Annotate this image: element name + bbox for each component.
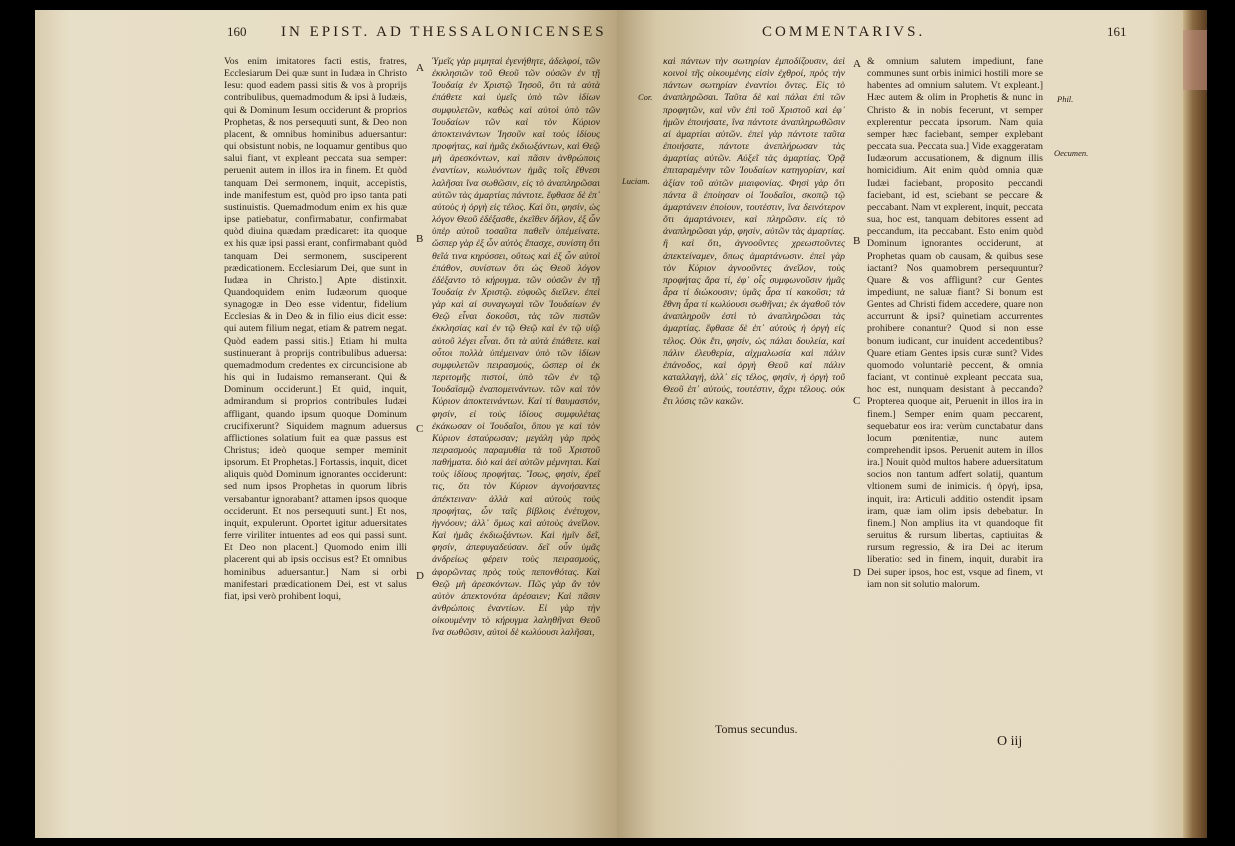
right-marker-c: C bbox=[853, 395, 861, 407]
left-marker-b: B bbox=[416, 233, 424, 245]
left-latin-column bbox=[224, 56, 407, 816]
left-marker-a: A bbox=[416, 62, 424, 74]
margin-note-oecumen: Oecumen. bbox=[1054, 148, 1089, 158]
left-page bbox=[35, 10, 617, 838]
right-latin-column bbox=[867, 56, 1043, 816]
footer-volume: Tomus secundus. bbox=[715, 722, 798, 736]
left-greek-column bbox=[432, 56, 600, 816]
running-head-left: IN EPIST. AD THESSALONICENSES bbox=[281, 24, 607, 40]
page-number-left: 160 bbox=[227, 24, 247, 39]
margin-note-phil: Phil. bbox=[1057, 94, 1074, 104]
book-edge bbox=[1183, 10, 1207, 838]
left-greek-text: Ὑμεῖς γὰρ μιμηταὶ ἐγενήθητε, ἀδελφοί, τῶν ἐκκλησιῶν τοῦ Θεοῦ τῶν οὐσῶν ἐν τῇ Ἰουδαίᾳ ἐν Χριστῷ Ἰησοῦ, ὅτι τὰ αὐτὰ ἐπάθετε καὶ ὑμεῖς ὑπὸ τῶν ἰδίων συμφυλετῶν, καθὼς καὶ αὐτοὶ ὑπὸ τῶν Ἰουδαίων τῶν καὶ τὸν Κύριον ἀποκτεινάντων Ἰησοῦν καὶ τοὺς ἰδίους προφήτας, καὶ ἡμᾶς ἐκδιωξάντων, καὶ Θεῷ μὴ ἀρεσκόντων, καὶ πᾶσιν ἀνθρώποις ἐναντίων, κωλυόντων ἡμᾶς τοῖς ἔθνεσι λαλῆσαι ἵνα σωθῶσιν, εἰς τὸ ἀναπληρῶσαι αὐτῶν τὰς ἁμαρτίας πάντοτε. ἔφθασε δὲ ἐπ᾽ αὐτοὺς ἡ ὀργὴ εἰς τέλος. Καὶ ὅτι, φησίν, ὡς λόγον Θεοῦ ἐδέξασθε, ἐκεῖθεν δῆλον, ἐξ ὧν ὑπὲρ αὐτοῦ τοσαῦτα παθεῖν ὑπέμείνατε. ὥσπερ γὰρ ἐξ ὧν αὐτὸς ἔπασχε, συνίστη ὅτι θεῖά τινα κηρύσσει, οὕτως καὶ ἐξ ὧν αὐτοὶ ἐπάθον, συνίστων ὅτι ὡς Θεοῦ λόγον ἐδέξαντο τὸ κήρυγμα. τῶν οὐσῶν ἐν τῇ Ἰουδαίᾳ ἐν Χριστῷ. εὐφυῶς διεῖλεν. ἐπεὶ γὰρ καὶ αἱ συναγωγαὶ τῶν Ἰουδαίων ἐν Θεῷ εἶναι δοκοῦσι, τὰς τῶν πιστῶν ἐκκλησίας καὶ ἐν τῷ Θεῷ καὶ ἐν τῷ υἱῷ αὐτοῦ λέγει εἶναι. ὅτι τὰ αὐτὰ ἐπάθετε. καὶ οὗτοι πολλὰ ὑπέμειναν ὑπὸ τῶν ἰδίων συμφυλετῶν πειρασμούς, ὥσπερ οἱ ἐκ περιτομῆς πιστοί, ὑπὸ τῶν ἐν τῷ Ἰουδαϊσμῷ ἐναπομεινάντων. τῶν καὶ τὸν Κύριον ἀποκτεινάντων. Καὶ τί θαυμαστόν, φησίν, εἰ τοὺς ἰδίους συμφυλέτας ἐκάκωσαν οἱ Ἰουδαῖοι, ὅπου γε καὶ τὸν Κύριον ἐσταύρωσαν; μεγάλη γὰρ πρὸς πειρασμοὺς παραμυθία τὰ τοῦ Χριστοῦ παθήματα. διὸ καὶ ἀεὶ αὐτῶν μέμνηται. Καὶ τοὺς ἰδίους προφήτας. Ἴσως, φησίν, ἐρεῖ τις, ὅτι τὸν Κύριον ἀγνοήσαντες ἀπέκτειναν· ἀλλὰ καὶ αὐτοὺς τοὺς προφήτας, ὧν ταῖς βίβλοις ἐνέτυχον, ἠγνόουν; ἀλλ᾽ ὅμως καὶ αὐτοὺς ἀνεῖλον. Καὶ ἡμᾶς ἐκδιωξάντων. Καὶ ἡμῖν δεῖ, φησίν, ἀπεφυγαδεύσαν. δεῖ οὖν ὑμᾶς ἀνδρείως φέρειν τοὺς πειρασμούς, ἀφορῶντας πρὸς τοὺς πεπονθότας. Καὶ Θεῷ μὴ ἀρεσκόντων. Πῶς γὰρ ἂν τὸν αὐτὸν ἀπεκτονότα ἀρέσαιεν; Καὶ πᾶσιν ἀνθρώποις ἐναντίων. Εἰ γὰρ τὴν οἰκουμένην τὸ κήρυγμα λαληθῆναι Θεοῦ ἵνα σωθῶσιν, αὐτοὶ δὲ κωλύουσι λαλῆσαι, bbox=[432, 56, 600, 639]
footer-signature: O iij bbox=[997, 734, 1023, 749]
right-greek-text: καὶ πάντων τὴν σωτηρίαν ἐμποδίζουσιν, ἀεὶ κοινοὶ τῆς οἰκουμένης εἰσὶν ἐχθροί, πρὸς τὴν πάντων σωτηρίαν ἐναντίοι ὄντες. Εἰς τὸ ἀναπληρῶσαι. Ταῦτα δὲ καὶ πάλαι ἐπὶ τῶν προφητῶν, καὶ νῦν ἐπὶ τοῦ Χριστοῦ καὶ ἐφ᾽ ἡμῶν ἐποιήσατε, ἵνα πάντοτε ἀναπληρωθῶσιν αἱ ἁμαρτίαι αὐτῶν. ἐπεὶ γὰρ πάντοτε ταῦτα ἐποιήσατε, πάντοτε ἀνεπλήρωσαν τὰς ἁμαρτίας αὐτῶν. Αὐξεῖ τὰς ἁμαρτίας. Ὁρᾷ ἐπιταραμένην τῶν Ἰουδαίων κατηγορίαν, καὶ ἀξίαν τοῦ αὐτῶν μιαιφονίας. Φησὶ γὰρ ὅτι πάντα ἃ ἐποίησαν οἱ Ἰουδαῖοι, σκοπῷ τῷ ἁμαρτάνειν ἐποίουν, τουτέστιν, ἵνα δεινότερον ὅτι ἁμαρτάνοιεν, καὶ πληρῶσιν. εἰς τὸ ἀναπληρῶσαι γάρ, φησίν, αὐτῶν τὰς ἁμαρτίας. ἢ καὶ ὅτι, ἀγνοοῦντες χρεωστοῦντες ἀπεκτείναμεν, ὅπως ἀμαρτάνωσιν. ἐπεὶ γὰρ τὸν Κύριον ἀγνοοῦντες ἀνεῖλον, τοὺς προφήτας ἄρα τί, ἐφ᾽ οἷς συμφωνοῦσιν ἡμᾶς ἆρα τί διώκουσιν; ὑμᾶς ἆρα τί κακοῦσι; τὰ ἔθνη ἆρα τί κωλύουσι σωθῆναι; ἐκ ἀγαθοῦ τὸν ἀναπληροῦν ἐστὶ τὸ ἀναπληρῶσαι τὰς ἁμαρτίας. ἔφθασε δὲ ἐπ᾽ αὐτοὺς ἡ ὀργὴ εἰς τέλος. Οὐκ ἔτι, φησίν, ὡς πάλαι δουλεία, καὶ πάλιν ἐλευθερία, αἰχμαλωσία καὶ πάλιν ἐπάνοδος, καὶ ὀργὴ Θεοῦ καὶ πάλιν καταλλαγή, ἀλλ᾽ εἰς τέλος, φησίν, ἡ ὀργὴ τοῦ Θεοῦ ἐπ᾽ αὐτούς, τουτέστιν, ἄχρι τέλους. οὐκ ἔτι λύσις τῶν κακῶν. bbox=[663, 56, 845, 408]
right-greek-column bbox=[663, 56, 845, 706]
right-marker-d: D bbox=[853, 567, 861, 579]
margin-note-luciam: Luciam. bbox=[622, 176, 650, 186]
right-page bbox=[617, 10, 1183, 838]
right-marker-a: A bbox=[853, 58, 861, 70]
left-latin-text: Vos enim imitatores facti estis, fratres, Ecclesiarum Dei quæ sunt in Iudæa in Christo Iesu: quod eadem passi sitis & vos à proprijs contribulibus, quemadmodum & ipsi à Iudæis, qui & Dominum Iesum occiderunt & proprios Prophetas, & nos persequuti sunt, & Deo non placent, & omnibus hominibus aduersantur: qui obsistunt nobis, ne loquamur gentibus quo salui fiant, vt expleant peccata sua semper: peruenit autem in illos ira in finem. Et quòd tanquam Dei sermonem, inquit, accepistis, inde manifestum est, quòd pro ipso tanta pati sustinuistis. Quemadmodum enim ex his quæ ipse patiebatur, confirmabatur, confirmabat quòd diuina quædam prædicaret: ita quoque ex his quæ ipsi passi erant, confirmabant quòd tanquam Dei sermonem, susciperent prædicationem. Ecclesiarum Dei, que sunt in Iudæa in Christo.] Apte distinxit. Quandoquidem enim Iudæorum quoque synagogæ in Deo esse videntur, fidelium Ecclesias & in Deo & in filio eius dicit esse: qui autem filium negat, etiam & patrem negat. Quòd eadem passi sitis.] Etiam hi multa sustinuerant à proprijs contribulibus aduersa: quemadmodum credentes ex circuncisione ab his qui in Iudaismo remanserant. Qui & Dominum occiderunt.] Et quid, inquit, admirandum si proprios contribules Iudæi affligant, quando ipsum quoque Dominum crucifixerunt? Siquidem magnum aduersus afflictiones solatium fuit ea quæ passus est Christus; ideò quoque semper meminit ipsorum. Et Prophetas.] Fortassis, inquit, dicet aliquis quòd Dominum ignorantes occiderunt: sed num ipsos Prophetas in quorum libris versabantur ignorabant? attamen ipsos quoque occiderunt. Et nos persequuti sunt.] Et nos, inquit, expulerunt. Oportet igitur aduersitates ferre viriliter intuentes ad eos qui passi sunt. Et Deo non placent.] Quomodo enim illi placerent qui ab ipsis occisus est? Et omnibus hominibus aduersantur.] Nam si orbi manifestari prædicationem Dei, est vt salus fiat, ipsi verò prohibent loqui, bbox=[224, 56, 407, 602]
page-number-right: 161 bbox=[1107, 24, 1127, 39]
margin-note-cor: Cor. bbox=[638, 92, 653, 102]
right-marker-b: B bbox=[853, 235, 861, 247]
page-stain bbox=[1183, 30, 1207, 90]
book-spread bbox=[35, 10, 1207, 838]
running-head-right: COMMENTARIVS. bbox=[762, 24, 926, 40]
left-marker-c: C bbox=[416, 423, 424, 435]
left-marker-d: D bbox=[416, 570, 424, 582]
right-latin-text: & omnium salutem impediunt, fane communes sunt orbis inimici hostili more se habentes ad omnium salutem. Vt expleant.] Hæc autem & olim in Prophetis & nunc in Christo & in nobis fecerunt, vt semper explerentur peccata ipsorum. Nam quia semper hæc faciebant, semper explebant peccata sua. Peccata sua.] Vide exaggeratam Iudæorum accusationem, & dignum illis homicidium. Ait enim quòd omnia quæ Iudæi faciebant, proposito peccandi faciebant, id est, sciebant se peccare & peccabant. Nam vt explerent, inquit, peccata sua, hoc est, tanquam debitores essent ad peccandum, ita peccabant. Esto enim quòd Dominum ignorantes occiderunt, at Prophetas quam ob causam, & quibus sese iactant? Nos quamobrem persequuntur? Quare & vos affligunt? cur Gentes impediunt, ne saluæ fiant? Si bonum est Gentes ad Christi fidem accedere, quare non accurrunt & ipsi? quinetiam accurrentes prohibere conantur? Quod si non esse bonum iudicant, cur inuident accedentibus? Quare etiam Gentes ipsis curæ sunt? Vides quomodo voluntariè peccent, & omnia faciant, vt continuè expleant peccata sua, hoc est, nunquam desistant à peccando? Propterea quoque ait, Peruenit in illos ira in finem.] Semper enim quam peccarent, sequebatur eos ira: verùm cunctabatur dans locum pœnitentiæ, nunc autem comprehendit ipsos. Peruenit autem in illos ira.] Nouit quòd multos habere aduersitatum socios non tantum adfert solatij, quantum vltionem sumi de inimicis. ἡ ὀργή, ipsa, inquit, ira: Articuli additio ostendit ipsam iram, quæ iam olim ipsis debebatur. In finem.] Non amplius ita vt quandoque fit seruitus & rursum libertas, captiuitas & rursum regressio, & ira Dei ac iterum liberatio: sed in finem, inquit, durabit ira Dei super ipsos, hoc est, vsque ad finem, vt iam non sit solutio malorum. bbox=[867, 56, 1043, 590]
